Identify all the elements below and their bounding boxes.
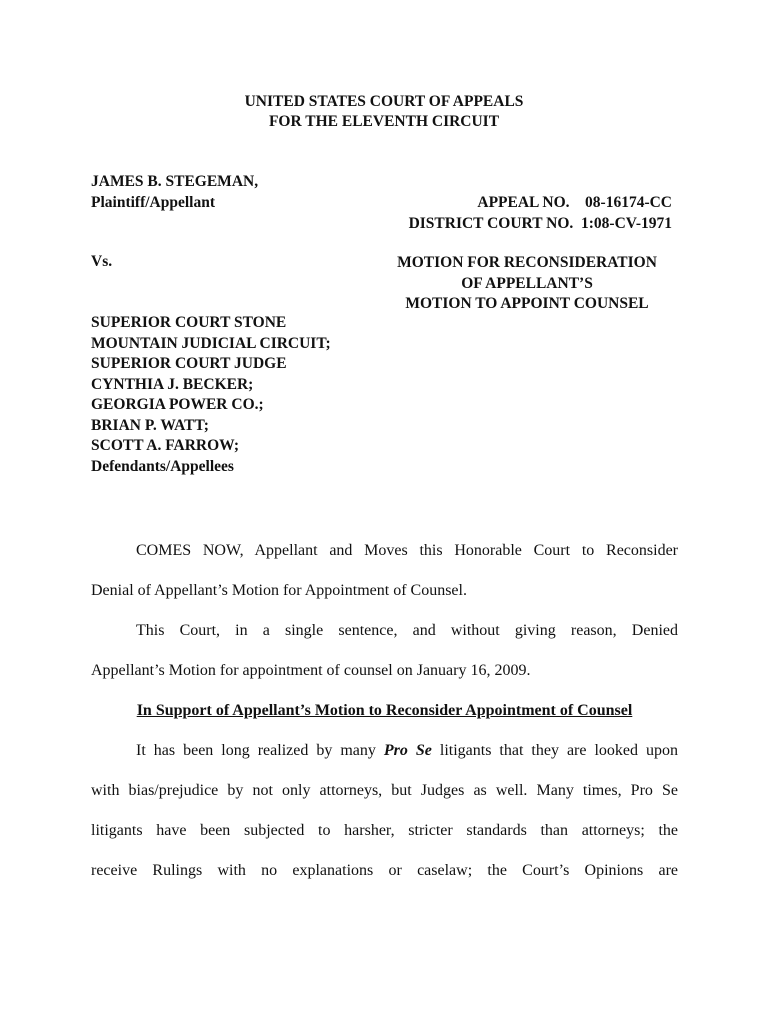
body-line: receive Rulings with no explanations or caselaw; the Court’s Opinions are (91, 862, 678, 879)
body-line: with bias/prejudice by not only attorneys, but Judges as well. Many times, Pro Se (91, 782, 678, 799)
body-line: COMES NOW, Appellant and Moves this Honorable Court to Reconsider (136, 542, 678, 559)
body-line: litigants have been subjected to harsher, stricter standards than attorneys; the (91, 822, 678, 839)
motion-title-line: MOTION TO APPOINT COUNSEL (405, 295, 649, 312)
pro-se-emphasis: Pro Se (383, 742, 432, 759)
court-caption (0, 92, 768, 132)
plaintiff-name: JAMES B. STEGEMAN, (91, 173, 259, 190)
defendants-role: Defendants/Appellees (91, 457, 234, 475)
case-numbers (409, 193, 672, 234)
body-line (91, 731, 678, 771)
defendant-line: SCOTT A. FARROW; (91, 437, 239, 454)
motion-body (91, 531, 678, 891)
circuit-name: FOR THE ELEVENTH CIRCUIT (268, 113, 500, 130)
court-name: UNITED STATES COURT OF APPEALS (244, 93, 524, 110)
defendant-line: CYNTHIA J. BECKER; (91, 375, 254, 393)
motion-title-line: MOTION FOR RECONSIDERATION (397, 254, 657, 271)
appeal-number: APPEAL NO. 08-16174-CC (477, 194, 672, 211)
body-line: Denial of Appellant’s Motion for Appointment of Counsel. (91, 582, 467, 599)
district-court-number: DISTRICT COURT NO. 1:08-CV-1971 (408, 214, 672, 232)
versus-label: Vs. (91, 253, 113, 270)
defendants-block (91, 313, 331, 477)
motion-title-line: OF APPELLANT’S (461, 274, 593, 292)
section-heading: In Support of Appellant’s Motion to Reconsider Appointment of Counsel (136, 702, 633, 719)
plaintiff-role: Plaintiff/Appellant (91, 193, 216, 211)
defendant-line: MOUNTAIN JUDICIAL CIRCUIT; (91, 334, 331, 352)
defendant-line: BRIAN P. WATT; (91, 416, 209, 434)
defendant-line: SUPERIOR COURT JUDGE (91, 355, 287, 372)
body-line: Appellant’s Motion for appointment of counsel on January 16, 2009. (91, 662, 531, 679)
body-line: This Court, in a single sentence, and without giving reason, Denied (136, 622, 678, 639)
body-text-segment: It has been long realized by many (136, 742, 384, 759)
defendant-line: SUPERIOR COURT STONE (91, 314, 287, 331)
plaintiff-block (91, 172, 258, 213)
body-text-segment: litigants that they are looked upon (431, 742, 679, 759)
defendant-line: GEORGIA POWER CO.; (91, 396, 264, 413)
motion-title (373, 253, 681, 315)
